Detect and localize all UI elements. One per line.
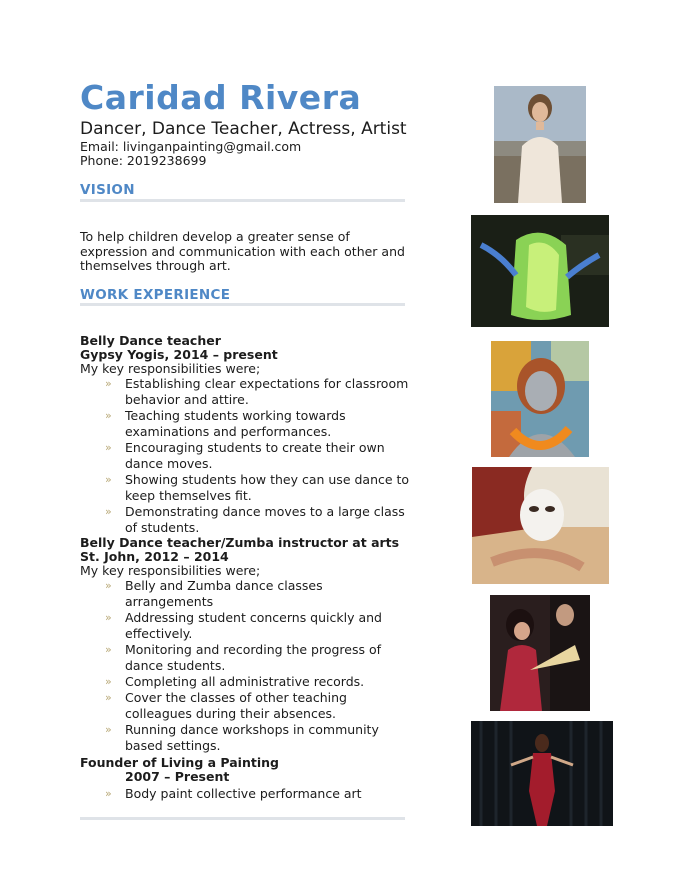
list-item: » Cover the classes of other teaching colleagues during their absences. <box>105 690 347 721</box>
job-bullet-list <box>80 578 400 754</box>
job-bullet-list <box>80 376 410 536</box>
list-item: » Completing all administrative records. <box>105 674 365 689</box>
mask-photo <box>472 467 609 584</box>
fan-dance-photo <box>490 595 590 711</box>
bullet-chevron-icon: » <box>105 579 112 592</box>
job-entry <box>80 756 410 802</box>
job-entry <box>80 536 400 754</box>
list-item: » Body paint collective performance art <box>105 786 362 801</box>
work-experience-divider <box>80 303 405 306</box>
job-company: Gypsy Yogis, 2014 – present <box>80 347 278 362</box>
candidate-subtitle: Dancer, Dance Teacher, Actress, Artist <box>80 119 407 139</box>
contact-email: Email: livinganpainting@gmail.com <box>80 139 302 154</box>
bullet-chevron-icon: » <box>105 643 112 656</box>
stage-performance-photo <box>471 721 613 826</box>
contact-phone: Phone: 2019238699 <box>80 153 207 168</box>
silver-body-paint-photo <box>491 341 589 457</box>
job-intro: My key responsibilities were; <box>80 361 261 376</box>
vision-heading: VISION <box>80 182 135 198</box>
footer-divider <box>80 817 405 820</box>
bullet-chevron-icon: » <box>105 441 112 454</box>
bullet-chevron-icon: » <box>105 473 112 486</box>
job-title: Founder of Living a Painting <box>80 755 279 770</box>
bullet-chevron-icon: » <box>105 691 112 704</box>
vision-text: To help children develop a greater sense of expression and communication with each other and themselves through art. <box>80 229 405 273</box>
work-experience-heading: WORK EXPERIENCE <box>80 287 231 303</box>
list-item: » Encouraging students to create their own dance moves. <box>105 440 385 471</box>
bullet-chevron-icon: » <box>105 723 112 736</box>
list-item: » Showing students how they can use dance to keep themselves fit. <box>105 472 410 503</box>
portrait-photo <box>494 86 586 203</box>
bullet-chevron-icon: » <box>105 787 112 800</box>
bullet-chevron-icon: » <box>105 611 112 624</box>
job-intro: My key responsibilities were; <box>80 563 261 578</box>
bullet-chevron-icon: » <box>105 675 112 688</box>
dance-performance-photo <box>471 215 609 327</box>
list-item: » Demonstrating dance moves to a large class of students. <box>105 504 405 535</box>
job-title: Belly Dance teacher <box>80 333 221 348</box>
list-item: » Running dance workshops in community based settings. <box>105 722 379 753</box>
list-item: » Addressing student concerns quickly and effectively. <box>105 610 382 641</box>
job-title: Belly Dance teacher/Zumba instructor at arts St. John, 2012 – 2014 <box>80 535 400 564</box>
vision-divider <box>80 199 405 202</box>
bullet-chevron-icon: » <box>105 505 112 518</box>
job-bullet-list <box>80 786 410 802</box>
list-item: » Establishing clear expectations for classroom behavior and attire. <box>105 376 409 407</box>
list-item: » Belly and Zumba dance classes arrangements <box>105 578 323 609</box>
job-dates: 2007 – Present <box>125 769 230 784</box>
candidate-name: Caridad Rivera <box>80 78 362 117</box>
job-entry <box>80 334 410 536</box>
bullet-chevron-icon: » <box>105 377 112 390</box>
list-item: » Teaching students working towards examinations and performances. <box>105 408 346 439</box>
bullet-chevron-icon: » <box>105 409 112 422</box>
list-item: » Monitoring and recording the progress of dance students. <box>105 642 382 673</box>
